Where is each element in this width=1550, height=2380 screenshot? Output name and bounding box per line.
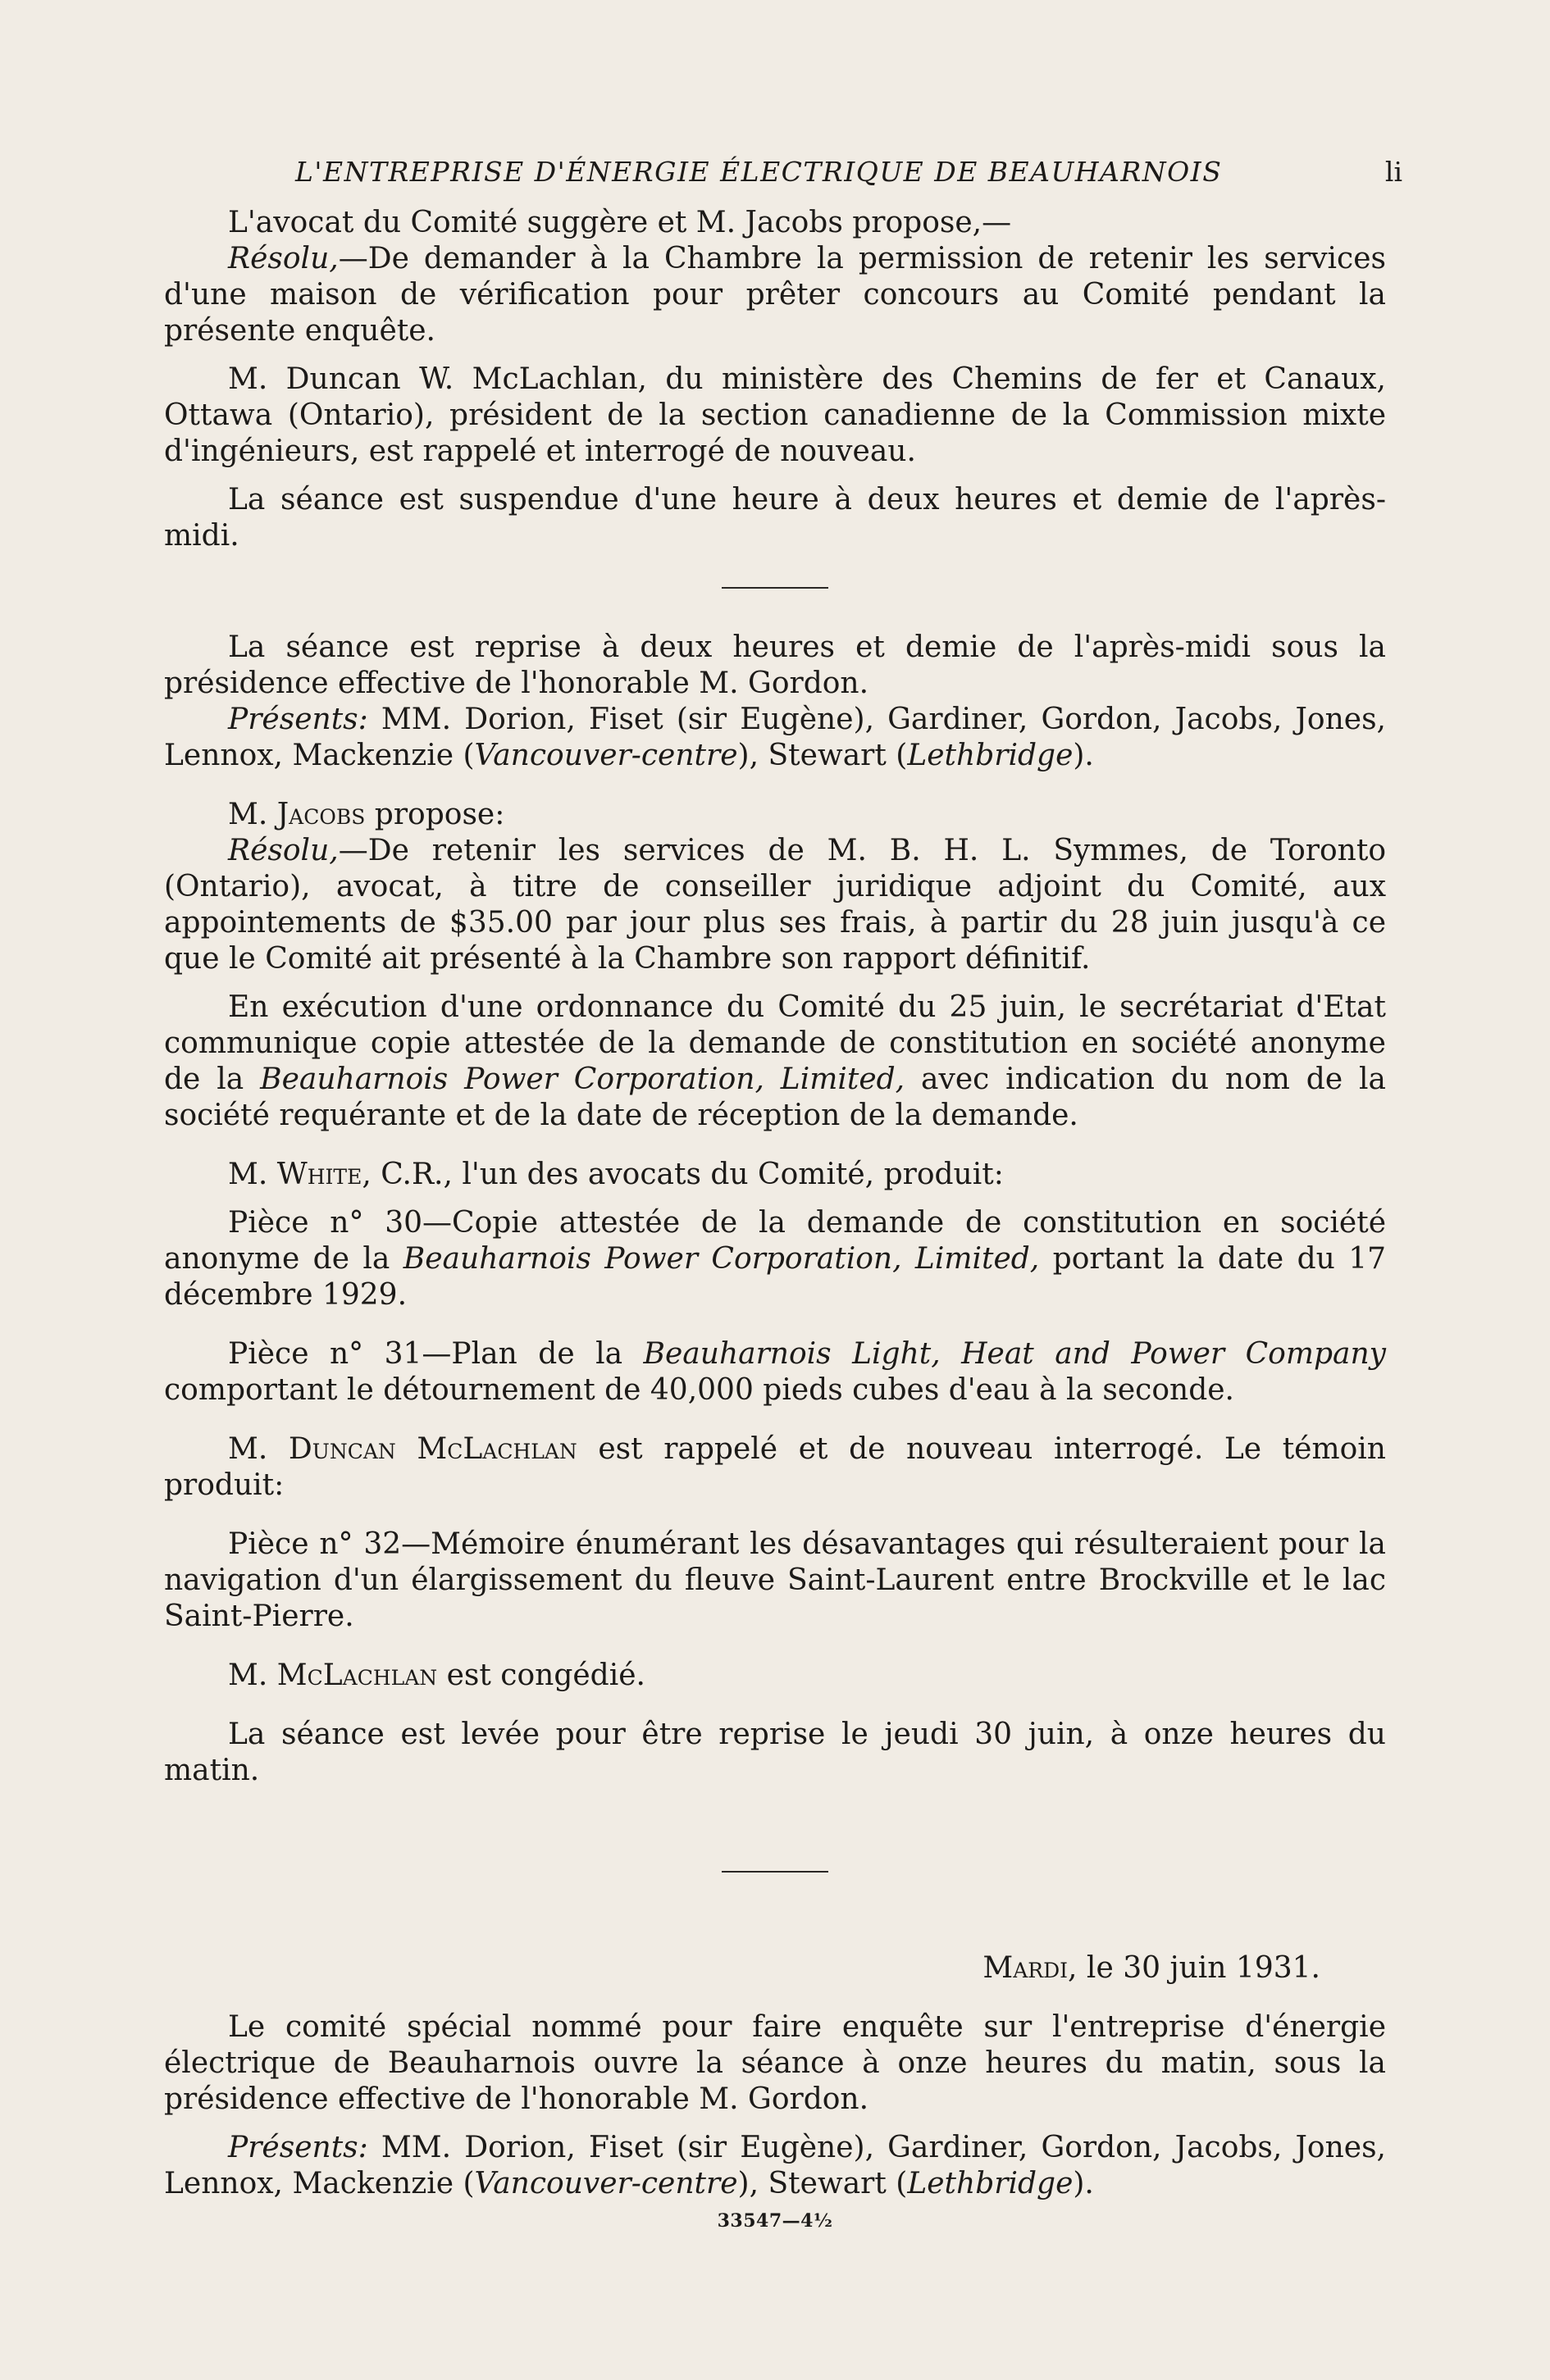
present-label: Présents:: [228, 703, 368, 736]
present-label: Présents:: [228, 2131, 368, 2164]
resolution-text: —De retenir les services de M. B. H. L. Symmes, de Toronto (Ontario), avocat, à titre de conseiller juridique adjoint du Comité, aux appointements de $35.00 par jour plus ses frais, à partir du 28 juin jusqu'à ce que le Comité ait présenté à la Chambre son rapport définitif.: [164, 834, 1386, 976]
section-divider: [722, 1871, 828, 1873]
present-text: MM. Dorion, Fiset (sir Eugène), Gardiner, Gordon, Jacobs, Jones, Lennox, Mackenzie (: [164, 703, 1386, 772]
exhibit-text: comportant le détournement de 40,000 pieds cubes d'eau à la seconde.: [164, 1373, 1234, 1407]
company-name: Beauharnois Light, Heat and Power Company: [643, 1337, 1386, 1371]
resolution-label: Résolu,: [228, 834, 339, 867]
corporation-name: Beauharnois Power Corporation, Limited,: [403, 1242, 1040, 1276]
weekday: Mardi: [982, 1951, 1069, 1985]
riding-name: Lethbridge: [907, 739, 1074, 772]
exhibit-text: portant la date du 17 décembre 1929.: [164, 1242, 1387, 1312]
corporation-name: Beauharnois Power Corporation, Limited,: [260, 1063, 905, 1096]
order-text: avec indication du nom de la société requérante et de la date de réception de la demande.: [164, 1063, 1387, 1132]
paragraph-witness-recalled: M. Duncan W. McLachlan, du ministère des Chemins de fer et Canaux, Ottawa (Ontario), président de la section canadienne de la Commission mixte d'ingénieurs, est rappelé et interrogé de nouveau.: [164, 362, 1386, 468]
present-text: ).: [1073, 2167, 1094, 2200]
paragraph-mclachlan-recalled: [164, 1431, 1386, 1504]
date-text: , le 30 juin 1931.: [1068, 1951, 1320, 1985]
riding-name: Vancouver-centre: [474, 2167, 738, 2200]
page-number: li: [1384, 156, 1402, 188]
discharge-text: est congédié.: [437, 1659, 645, 1692]
paragraph-members-present: [164, 702, 1386, 774]
resolution-label: Résolu,: [228, 242, 339, 275]
order-text: En exécution d'une ordonnance du Comité du 25 juin, le secrétariat d'Etat communique copie attestée de la demande de constitution en société anonyme de la: [164, 990, 1386, 1096]
paragraph-witness-discharged: [164, 1658, 1386, 1694]
exhibit-text: Pièce n° 30—Copie attestée de la demande de constitution en société anonyme de la: [164, 1206, 1386, 1276]
paragraph-members-present-2: [164, 2130, 1386, 2202]
exhibit-text: Pièce n° 31—Plan de la: [228, 1337, 644, 1371]
member-name: White: [276, 1158, 362, 1191]
paragraph-motion-intro: L'avocat du Comité suggère et M. Jacobs propose,—: [228, 206, 1012, 239]
paragraph-exhibit-32: Pièce n° 32—Mémoire énumérant les désavantages qui résulteraient pour la navigation d'un élargissement du fleuve Saint-Laurent entre Brockville et le lac Saint-Pierre.: [164, 1527, 1386, 1633]
paragraph-exhibit-31: [164, 1336, 1386, 1408]
produces-text: , C.R., l'un des avocats du Comité, produit:: [362, 1158, 1004, 1191]
paragraph-white-produces: [164, 1157, 1386, 1193]
title-prefix: M.: [228, 1158, 277, 1191]
paragraph-jacobs-moves: [164, 797, 1386, 833]
member-name: Jacobs: [276, 798, 366, 831]
title-prefix: M.: [228, 1432, 289, 1466]
title-prefix: M.: [228, 798, 277, 831]
sitting-date: [164, 1950, 1320, 1986]
title-prefix: M.: [228, 1659, 277, 1692]
present-text: MM. Dorion, Fiset (sir Eugène), Gardiner, Gordon, Jacobs, Jones, Lennox, Mackenzie (: [164, 2131, 1386, 2200]
paragraph-adjournment: La séance est levée pour être reprise le jeudi 30 juin, à onze heures du matin.: [164, 1718, 1386, 1787]
present-text: ), Stewart (: [737, 2167, 908, 2200]
running-title: L'ENTREPRISE D'ÉNERGIE ÉLECTRIQUE DE BEAUHARNOIS: [295, 156, 1223, 188]
witness-text: est rappelé et de nouveau interrogé. Le témoin produit:: [164, 1432, 1386, 1502]
present-text: ).: [1073, 739, 1094, 772]
paragraph-order-copy: [164, 990, 1386, 1134]
printer-code: 33547—4½: [717, 2210, 833, 2232]
paragraph-sitting-resumed: La séance est reprise à deux heures et demie de l'après-midi sous la présidence effective de l'honorable M. Gordon.: [164, 630, 1386, 700]
running-head: [164, 156, 1402, 205]
riding-name: Vancouver-centre: [474, 739, 738, 772]
paragraph-committee-opens: Le comité spécial nommé pour faire enquête sur l'entreprise d'énergie électrique de Beauharnois ouvre la séance à onze heures du matin, sous la présidence effective de l'honorable M. Gordon.: [164, 2010, 1386, 2116]
member-name: McLachlan: [276, 1659, 438, 1692]
paragraph-sitting-suspended: La séance est suspendue d'une heure à deux heures et demie de l'après-midi.: [164, 483, 1386, 553]
resolution-text: —De demander à la Chambre la permission de retenir les services d'une maison de vérification pour prêter concours au Comité pendant la présente enquête.: [164, 242, 1386, 348]
paragraph-exhibit-30: [164, 1205, 1386, 1313]
paragraph-resolution-audit: [164, 241, 1386, 349]
member-name: Duncan McLachlan: [288, 1432, 577, 1466]
riding-name: Lethbridge: [907, 2167, 1074, 2200]
present-text: ), Stewart (: [737, 739, 908, 772]
motion-text: propose:: [365, 798, 505, 831]
section-divider: [722, 587, 828, 589]
paragraph-resolution-counsel: [164, 833, 1386, 977]
